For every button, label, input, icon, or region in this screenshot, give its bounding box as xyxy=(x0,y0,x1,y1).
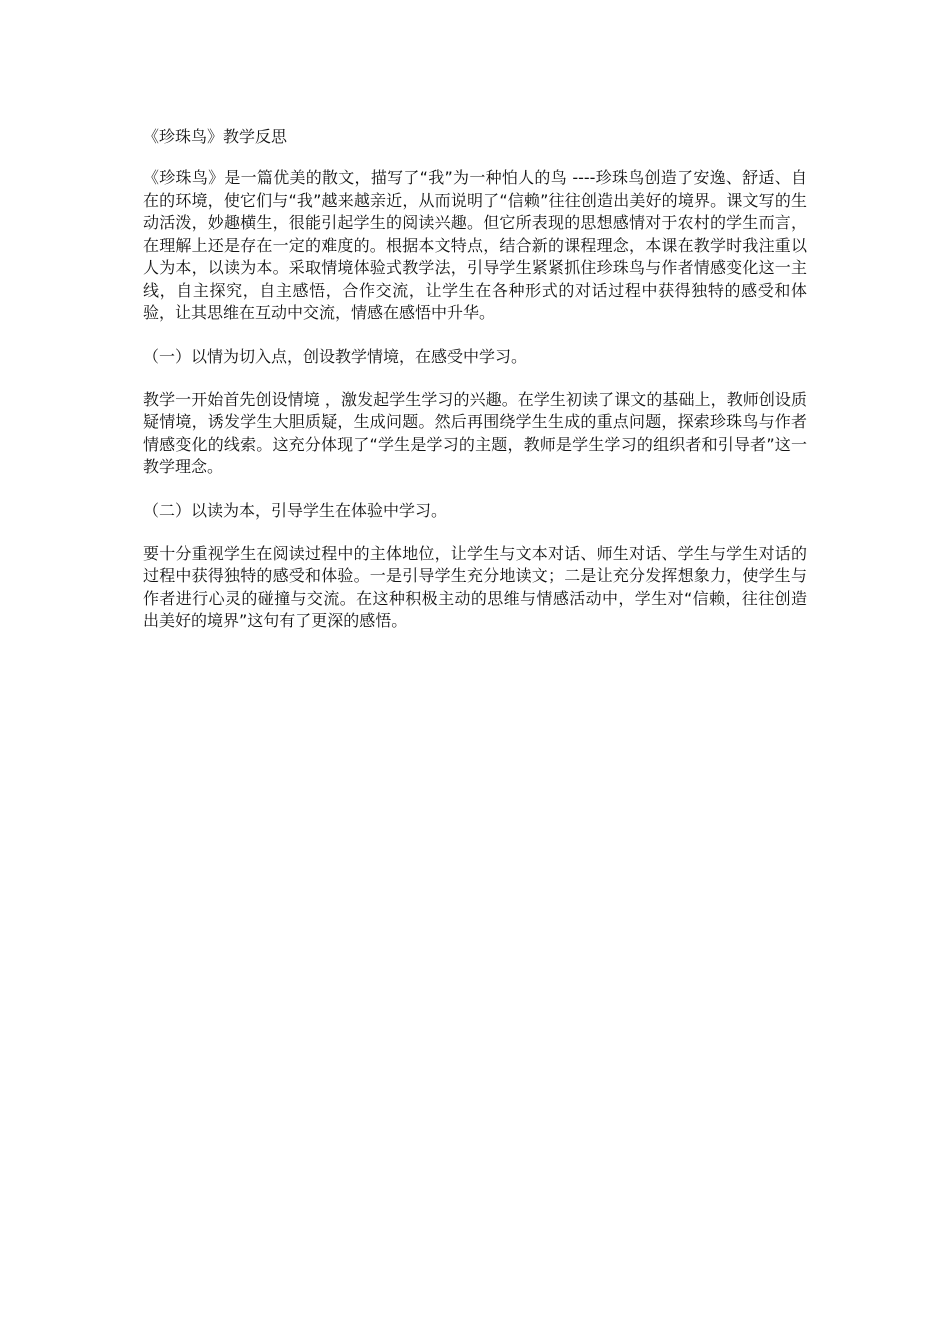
section-1-paragraph: 教学一开始首先创设情境 ，激发起学生学习的兴趣。在学生初读了课文的基础上，教师创设质疑情境，诱发学生大胆质疑，生成问题。然后再围绕学生生成的重点问题，探索珍珠鸟与作者情感变化的线索。这充分体现了“学生是学习的主题，教师是学生学习的组织者和引导者”这一教学理念。 xyxy=(143,389,807,476)
section-2-heading: （二）以读为本，引导学生在体验中学习。 xyxy=(143,500,448,520)
intro-paragraph: 《珍珠鸟》是一篇优美的散文，描写了“我”为一种怕人的鸟 ----珍珠鸟创造了安逸、舒适、自在的环境，使它们与“我”越来越亲近，从而说明了“信赖”往往创造出美好的境界。课文写的生动活泼，妙趣横生，很能引起学生的阅读兴趣。但它所表现的思想感情对于农村的学生而言，在理解上还是存在一定的难度的。根据本文特点，结合新的课程理念，本课在教学时我注重以人为本，以读为本。采取情境体验式教学法，引导学生紧紧抓住珍珠鸟与作者情感变化这一主线，自主探究，自主感悟，合作交流，让学生在各种形式的对话过程中获得独特的感受和体验，让其思维在互动中交流，情感在感悟中升华。 xyxy=(143,168,807,322)
section-1-heading: （一）以情为切入点，创设教学情境，在感受中学习。 xyxy=(143,346,528,366)
section-2-paragraph: 要十分重视学生在阅读过程中的主体地位，让学生与文本对话、师生对话、学生与学生对话的过程中获得独特的感受和体验。一是引导学生充分地读文；二是让充分发挥想象力，使学生与作者进行心灵的碰撞与交流。在这种积极主动的思维与情感活动中，学生对“信赖，往往创造出美好的境界”这句有了更深的感悟。 xyxy=(143,543,807,630)
document-page xyxy=(143,126,807,654)
document-title: 《珍珠鸟》教学反思 xyxy=(143,127,288,146)
